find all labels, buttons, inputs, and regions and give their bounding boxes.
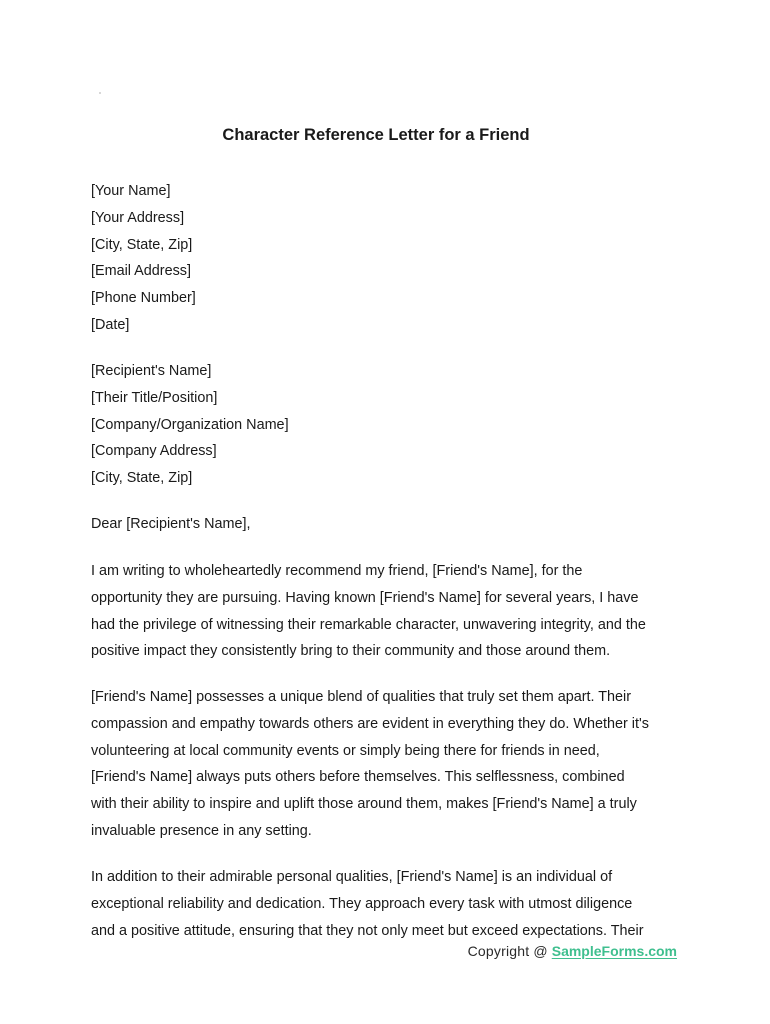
paragraph-line: invaluable presence in any setting. — [91, 822, 312, 839]
paragraph-line: and a positive attitude, ensuring that they not only meet but exceed expectations. Their — [91, 922, 644, 939]
sender-address-block — [91, 178, 691, 339]
sender-phone: [Phone Number] — [91, 290, 196, 307]
body-paragraph-3 — [91, 864, 683, 944]
copyright-label: Copyright @ — [467, 943, 548, 959]
paragraph-line: positive impact they consistently bring to their community and those around them. — [91, 643, 611, 660]
recipient-company: [Company/Organization Name] — [91, 416, 289, 433]
recipient-address-block — [91, 358, 691, 492]
recipient-company-address: [Company Address] — [91, 443, 217, 460]
copyright-footer — [464, 941, 677, 961]
recipient-city-state-zip: [City, State, Zip] — [91, 470, 193, 487]
letter-date: [Date] — [91, 316, 130, 333]
body-paragraph-2 — [91, 684, 683, 845]
sender-email: [Email Address] — [91, 263, 191, 280]
paragraph-line: [Friend's Name] possesses a unique blend of qualities that truly set them apart. Their — [91, 689, 632, 705]
recipient-title: [Their Title/Position] — [91, 389, 218, 406]
paragraph-line: had the privilege of witnessing their remarkable character, unwavering integrity, and the — [91, 616, 646, 633]
paragraph-line: with their ability to inspire and uplift those around them, makes [Friend's Name] a truly — [91, 796, 637, 813]
sampleforms-link[interactable]: SampleForms.com — [551, 943, 677, 959]
scan-speck — [99, 92, 101, 94]
sender-address: [Your Address] — [91, 209, 185, 226]
paragraph-line: [Friend's Name] always puts others before themselves. This selflessness, combined — [91, 769, 625, 786]
sender-city-state-zip: [City, State, Zip] — [91, 236, 193, 253]
salutation: Dear [Recipient's Name], — [91, 516, 251, 532]
paragraph-line: opportunity they are pursuing. Having known [Friend's Name] for several years, I have — [91, 589, 639, 606]
paragraph-line: In addition to their admirable personal qualities, [Friend's Name] is an individual of — [91, 869, 613, 885]
body-paragraph-1 — [91, 558, 683, 665]
paragraph-line: exceptional reliability and dedication. They approach every task with utmost diligence — [91, 895, 633, 912]
recipient-name: [Recipient's Name] — [91, 363, 212, 379]
paragraph-line: compassion and empathy towards others are evident in everything they do. Whether it's — [91, 715, 649, 732]
paragraph-line: volunteering at local community events or simply being there for friends in need, — [91, 742, 600, 759]
sender-name: [Your Name] — [91, 183, 171, 199]
paragraph-line: I am writing to wholeheartedly recommend my friend, [Friend's Name], for the — [91, 563, 583, 579]
document-title: Character Reference Letter for a Friend — [222, 126, 530, 144]
